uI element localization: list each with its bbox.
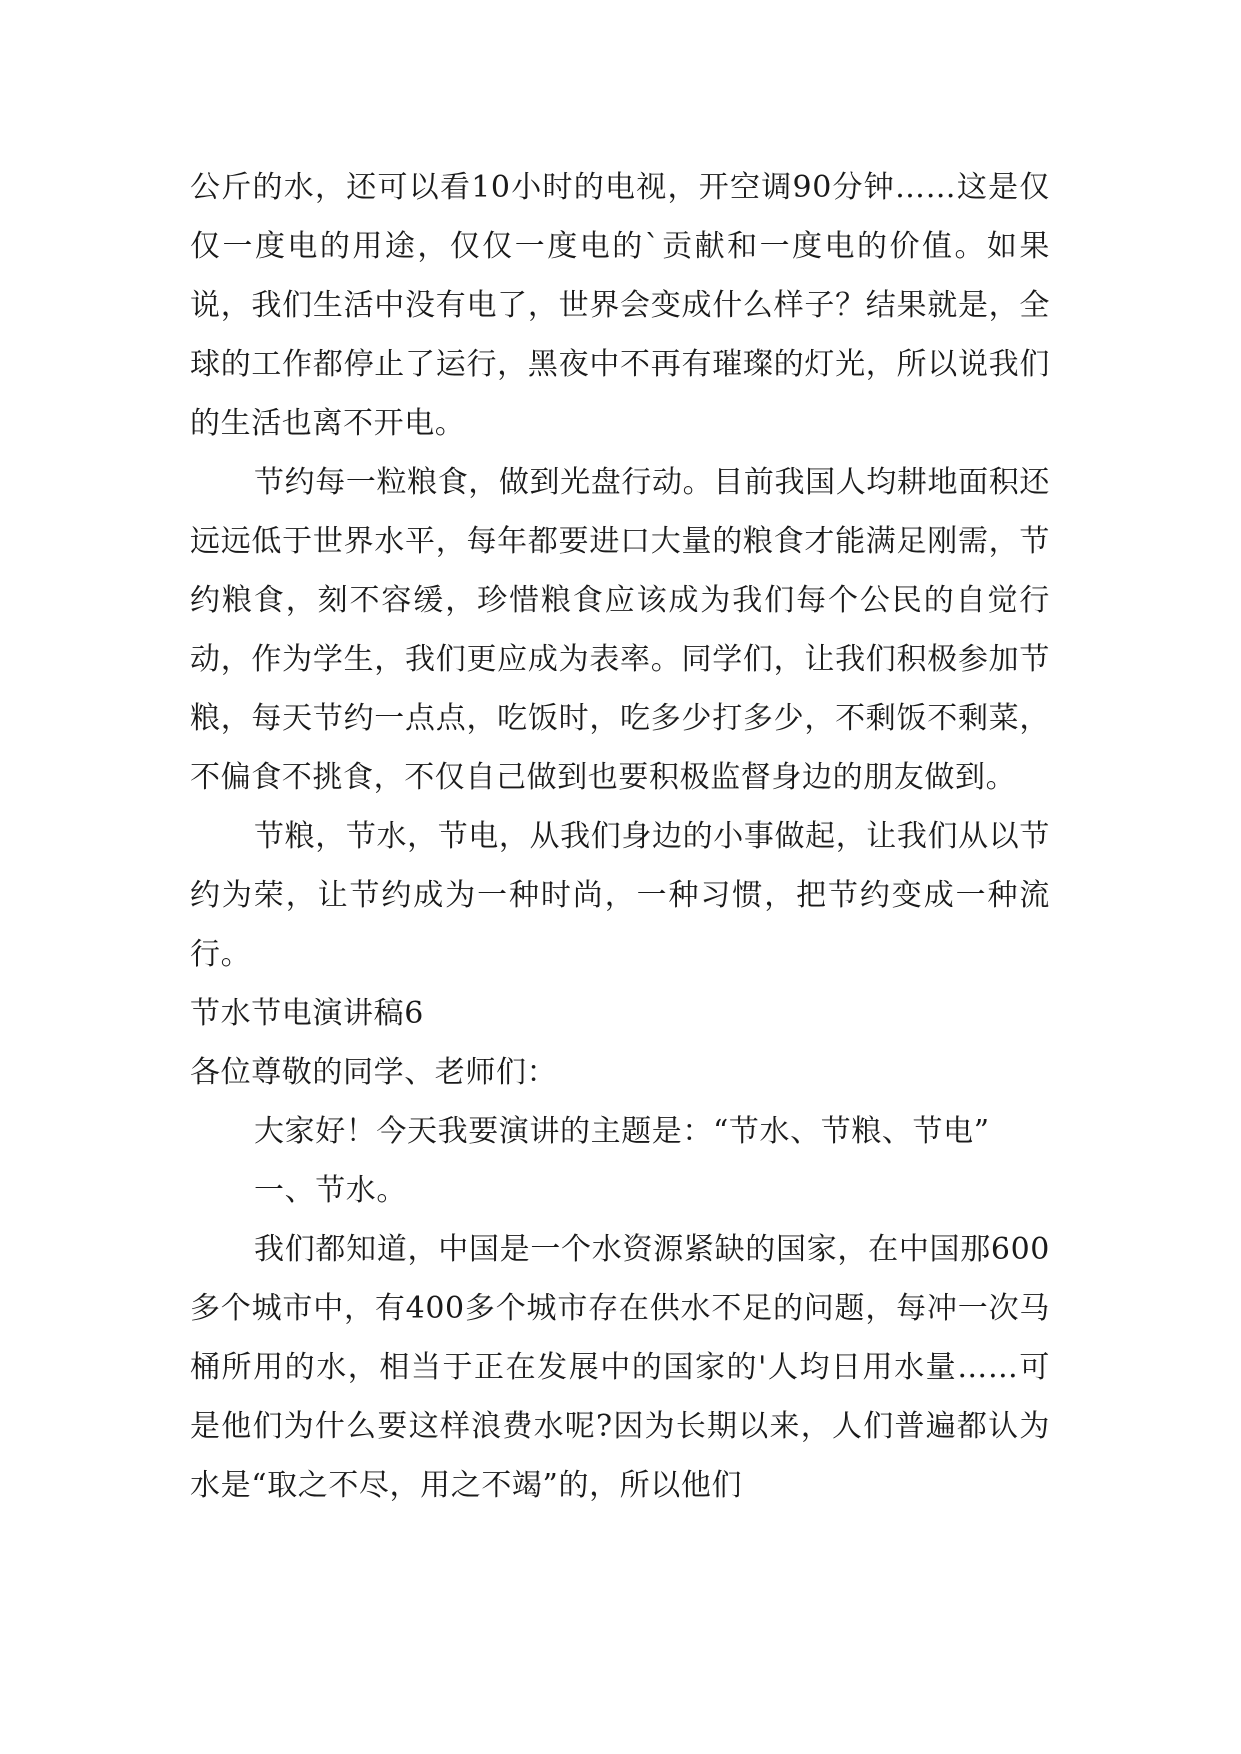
paragraph-greeting: 大家好！今天我要演讲的主题是：“节水、节粮、节电” bbox=[254, 1114, 990, 1149]
paragraph-conclusion: 节粮，节水，节电，从我们身边的小事做起，让我们从以节约为荣，让节约成为一种时尚，一种习惯，把节约变成一种流行。 bbox=[190, 819, 1050, 972]
paragraph-electricity-value: 公斤的水，还可以看10小时的电视，开空调90分钟……这是仅仅一度电的用途，仅仅一度电的`贡献和一度电的价值。如果说，我们生活中没有电了，世界会变成什么样子？结果就是，全球的工作都停止了运行，黑夜中不再有璀璨的灯光，所以说我们的生活也离不开电。 bbox=[190, 170, 1050, 441]
document-body bbox=[190, 158, 1050, 1515]
paragraph-salutation: 各位尊敬的同学、老师们： bbox=[190, 1055, 558, 1090]
section-heading-save-water: 一、节水。 bbox=[254, 1173, 407, 1208]
speech-title: 节水节电演讲稿6 bbox=[190, 996, 424, 1031]
paragraph-save-grain: 节约每一粒粮食，做到光盘行动。目前我国人均耕地面积还远远低于世界水平，每年都要进口大量的粮食才能满足刚需，节约粮食，刻不容缓，珍惜粮食应该成为我们每个公民的自觉行动，作为学生，我们更应成为表率。同学们，让我们积极参加节粮，每天节约一点点，吃饭时，吃多少打多少，不剩饭不剩菜，不偏食不挑食，不仅自己做到也要积极监督身边的朋友做到。 bbox=[190, 465, 1050, 795]
paragraph-water-shortage: 我们都知道，中国是一个水资源紧缺的国家，在中国那600多个城市中，有400多个城市存在供水不足的问题，每冲一次马桶所用的水，相当于正在发展中的国家的'人均日用水量……可是他们为什么要这样浪费水呢?因为长期以来，人们普遍都认为水是“取之不尽，用之不竭”的，所以他们 bbox=[190, 1232, 1050, 1503]
